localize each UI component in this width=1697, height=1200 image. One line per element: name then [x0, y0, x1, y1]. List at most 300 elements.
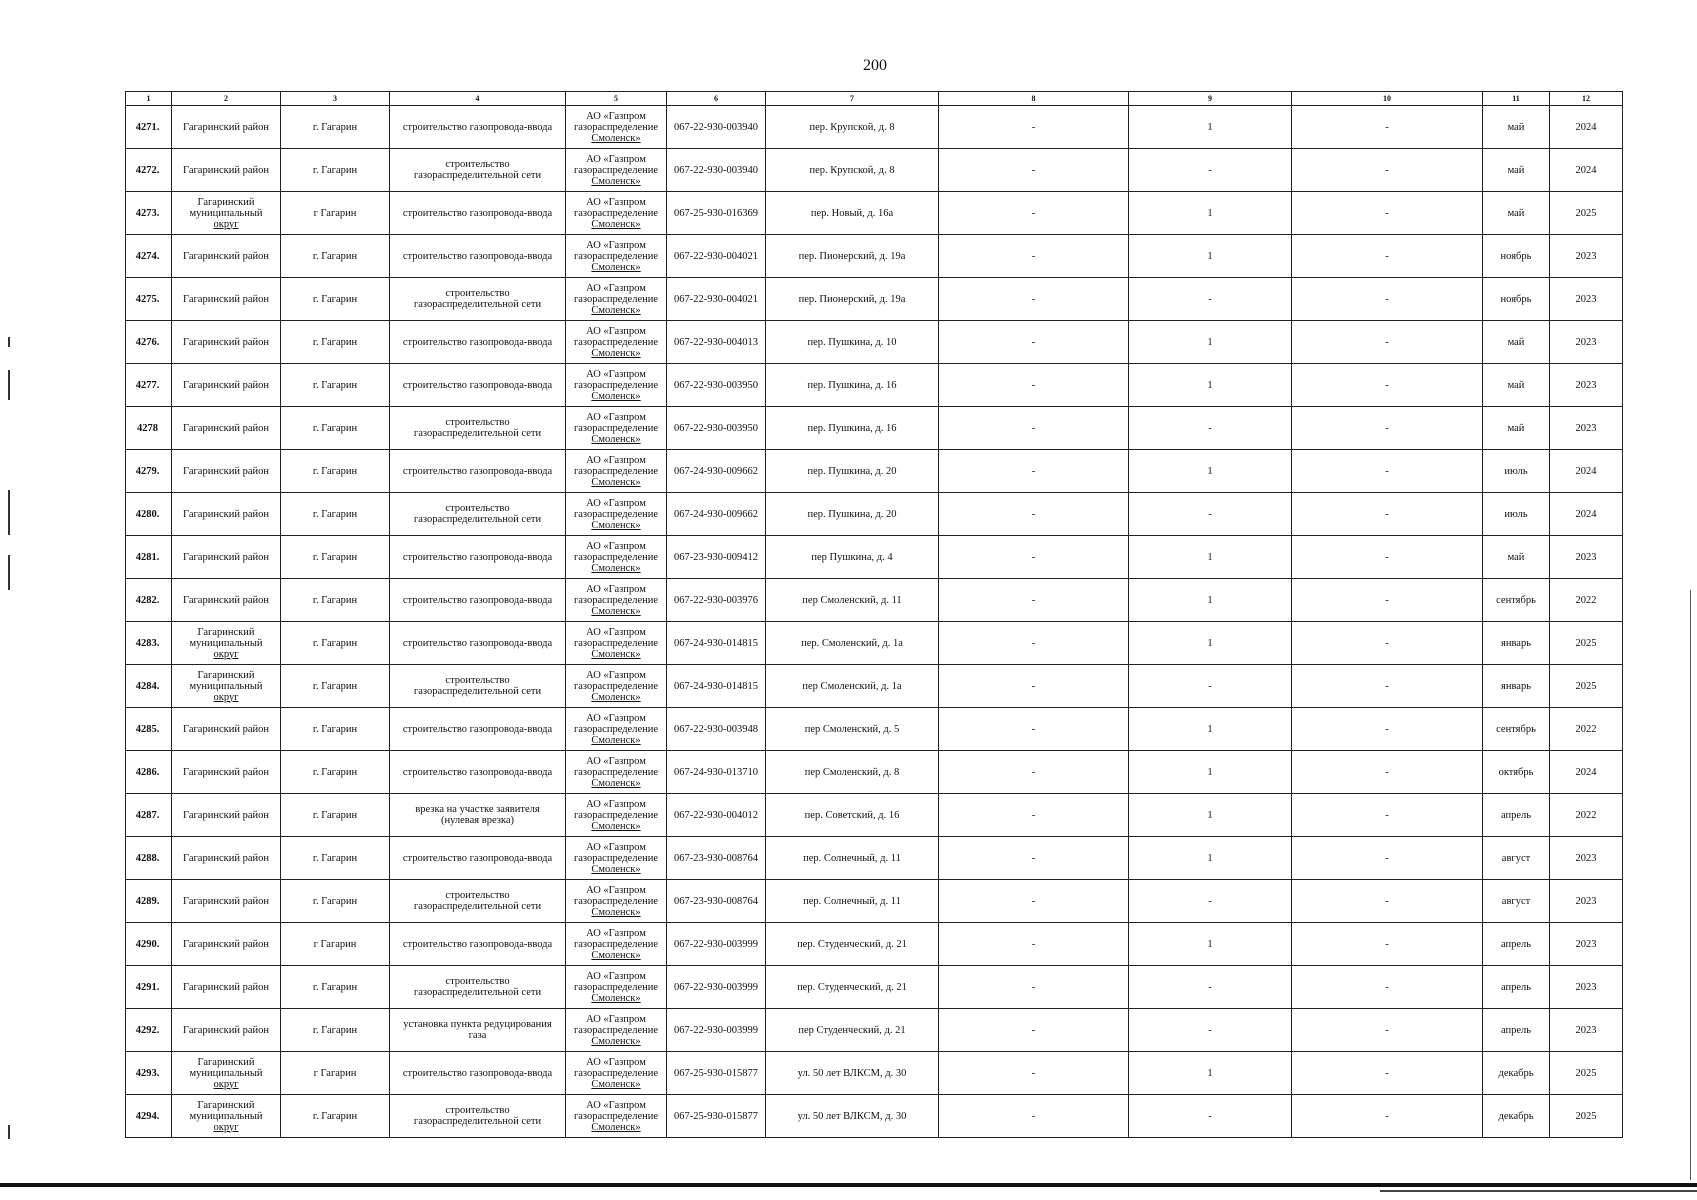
row-number [126, 106, 172, 149]
cell-line: газораспределение [573, 680, 659, 692]
column-9-cell: 1 [1129, 364, 1292, 407]
district-cell [172, 708, 281, 751]
cell-line: Смоленск» [591, 992, 641, 1004]
cell-line: Гагаринский район [183, 465, 269, 477]
column-9-cell: - [1129, 665, 1292, 708]
address-cell: пер. Пионерский, д. 19а [766, 235, 939, 278]
column-10-cell: - [1292, 1052, 1483, 1095]
table-body [126, 106, 1623, 1138]
address-cell: пер. Пионерский, д. 19а [766, 278, 939, 321]
column-8-cell: - [939, 536, 1129, 579]
row-number [126, 1009, 172, 1052]
code-cell: 067-24-930-013710 [667, 751, 766, 794]
month-cell: май [1483, 192, 1550, 235]
cell-line: АО «Газпром [586, 497, 646, 509]
table-row [126, 923, 1623, 966]
column-10-cell: - [1292, 407, 1483, 450]
cell-line: Гагаринский район [183, 336, 269, 348]
cell-line: Гагаринский район [183, 508, 269, 520]
cell-line: АО «Газпром [586, 884, 646, 896]
cell-line: АО «Газпром [586, 368, 646, 380]
column-9-cell: - [1129, 407, 1292, 450]
cell-line: газораспределение [573, 809, 659, 821]
code-cell: 067-22-930-003999 [667, 966, 766, 1009]
year-cell: 2023 [1550, 407, 1623, 450]
cell-line: АО «Газпром [586, 454, 646, 466]
row-number-text: 4289. [135, 895, 160, 907]
city-cell: г. Гагарин [281, 407, 390, 450]
cell-line: АО «Газпром [586, 669, 646, 681]
cell-line: АО «Газпром [586, 970, 646, 982]
address-cell: пер. Новый, д. 16а [766, 192, 939, 235]
column-10-cell: - [1292, 192, 1483, 235]
row-number-text: 4285. [135, 723, 160, 735]
district-cell [172, 923, 281, 966]
cell-line: муниципальный [189, 1110, 263, 1122]
row-number-text: 4287. [135, 809, 160, 821]
month-cell: июль [1483, 493, 1550, 536]
row-number-text: 4282. [135, 594, 160, 606]
month-cell: апрель [1483, 1009, 1550, 1052]
city-cell: г. Гагарин [281, 880, 390, 923]
row-number [126, 493, 172, 536]
row-number-text: 4283. [135, 637, 160, 649]
row-number-text: 4294. [135, 1110, 160, 1122]
organization-cell [566, 1009, 667, 1052]
cell-line: газораспределительной сети [413, 299, 542, 310]
work-type-cell [390, 579, 566, 622]
work-type-cell [390, 235, 566, 278]
column-9-cell: 1 [1129, 837, 1292, 880]
cell-line: врезка на участке заявителя [415, 804, 540, 815]
cell-line: Смоленск» [591, 605, 641, 617]
year-cell: 2023 [1550, 880, 1623, 923]
address-cell: ул. 50 лет ВЛКСМ, д. 30 [766, 1052, 939, 1095]
table-row [126, 1009, 1623, 1052]
code-cell: 067-25-930-016369 [667, 192, 766, 235]
cell-line: газораспределение [573, 852, 659, 864]
cell-line: строительство газопровода-ввода [402, 336, 553, 348]
column-8-cell: - [939, 407, 1129, 450]
cell-line: газораспределение [573, 723, 659, 735]
organization-cell [566, 364, 667, 407]
column-10-cell: - [1292, 1095, 1483, 1138]
cell-line: Смоленск» [591, 433, 641, 445]
city-cell: г Гагарин [281, 923, 390, 966]
cell-line: АО «Газпром [586, 712, 646, 724]
cell-line: Смоленск» [591, 132, 641, 144]
cell-line: АО «Газпром [586, 411, 646, 423]
row-number [126, 1052, 172, 1095]
cell-line: округ [213, 648, 239, 660]
column-10-cell: - [1292, 450, 1483, 493]
scan-mark [8, 337, 10, 347]
row-number-text: 4279. [135, 465, 160, 477]
row-number-text: 4288. [135, 852, 160, 864]
cell-line: Смоленск» [591, 777, 641, 789]
column-10-cell: - [1292, 536, 1483, 579]
address-cell: пер. Пушкина, д. 16 [766, 407, 939, 450]
code-cell: 067-22-930-003940 [667, 149, 766, 192]
district-cell [172, 536, 281, 579]
row-number [126, 450, 172, 493]
row-number [126, 278, 172, 321]
row-number-text: 4272. [135, 164, 160, 176]
cell-line: газораспределение [573, 379, 659, 391]
district-cell [172, 1009, 281, 1052]
cell-line: Смоленск» [591, 1035, 641, 1047]
cell-line: Смоленск» [591, 519, 641, 531]
column-8-cell: - [939, 880, 1129, 923]
cell-line: строительство [445, 675, 510, 686]
code-cell: 067-23-930-009412 [667, 536, 766, 579]
cell-line: газораспределение [573, 121, 659, 133]
month-cell: август [1483, 880, 1550, 923]
table-row [126, 708, 1623, 751]
district-cell [172, 235, 281, 278]
district-cell [172, 622, 281, 665]
row-number-text: 4274. [135, 250, 160, 262]
column-9-cell: 1 [1129, 536, 1292, 579]
cell-line: округ [213, 1078, 239, 1090]
city-cell: г. Гагарин [281, 622, 390, 665]
cell-line: Гагаринский район [183, 121, 269, 133]
district-cell [172, 1052, 281, 1095]
cell-line: Смоленск» [591, 218, 641, 230]
cell-line: Смоленск» [591, 347, 641, 359]
table-row [126, 1052, 1623, 1095]
row-number [126, 708, 172, 751]
cell-line: Гагаринский [197, 196, 255, 208]
cell-line: АО «Газпром [586, 841, 646, 853]
cell-line: газораспределительной сети [413, 987, 542, 998]
cell-line: АО «Газпром [586, 626, 646, 638]
table-row [126, 450, 1623, 493]
column-9-cell: - [1129, 493, 1292, 536]
cell-line: строительство газопровода-ввода [402, 551, 553, 563]
table-row [126, 837, 1623, 880]
row-number [126, 665, 172, 708]
cell-line: газораспределение [573, 938, 659, 950]
cell-line: Смоленск» [591, 820, 641, 832]
work-type-cell [390, 1095, 566, 1138]
cell-line: Гагаринский район [183, 379, 269, 391]
cell-line: АО «Газпром [586, 153, 646, 165]
column-9-cell: 1 [1129, 751, 1292, 794]
district-cell [172, 149, 281, 192]
organization-cell [566, 794, 667, 837]
column-10-cell: - [1292, 321, 1483, 364]
row-number [126, 536, 172, 579]
column-9-cell: 1 [1129, 106, 1292, 149]
month-cell: апрель [1483, 966, 1550, 1009]
column-8-cell: - [939, 149, 1129, 192]
district-cell [172, 751, 281, 794]
city-cell: г. Гагарин [281, 1095, 390, 1138]
column-8-cell: - [939, 665, 1129, 708]
month-cell: декабрь [1483, 1095, 1550, 1138]
organization-cell [566, 837, 667, 880]
row-number [126, 622, 172, 665]
district-cell [172, 837, 281, 880]
cell-line: газораспределение [573, 336, 659, 348]
row-number [126, 923, 172, 966]
city-cell: г. Гагарин [281, 235, 390, 278]
cell-line: строительство газопровода-ввода [402, 594, 553, 606]
district-cell [172, 106, 281, 149]
code-cell: 067-22-930-004013 [667, 321, 766, 364]
cell-line: Смоленск» [591, 562, 641, 574]
row-number [126, 966, 172, 1009]
cell-line: газораспределение [573, 1067, 659, 1079]
city-cell: г Гагарин [281, 1052, 390, 1095]
cell-line: Гагаринский район [183, 422, 269, 434]
column-8-cell: - [939, 708, 1129, 751]
cell-line: АО «Газпром [586, 540, 646, 552]
month-cell: май [1483, 364, 1550, 407]
table-row [126, 794, 1623, 837]
column-8-cell: - [939, 235, 1129, 278]
cell-line: Гагаринский [197, 626, 255, 638]
city-cell: г. Гагарин [281, 536, 390, 579]
work-type-cell [390, 665, 566, 708]
column-10-cell: - [1292, 622, 1483, 665]
column-10-cell: - [1292, 751, 1483, 794]
city-cell: г. Гагарин [281, 364, 390, 407]
organization-cell [566, 1052, 667, 1095]
month-cell: сентябрь [1483, 708, 1550, 751]
work-type-cell [390, 923, 566, 966]
column-9-cell: 1 [1129, 708, 1292, 751]
row-number [126, 837, 172, 880]
row-number [126, 579, 172, 622]
table-row [126, 622, 1623, 665]
cell-line: газораспределительной сети [413, 686, 542, 697]
cell-line: Гагаринский район [183, 250, 269, 262]
district-cell [172, 1095, 281, 1138]
column-9-cell: - [1129, 1009, 1292, 1052]
organization-cell [566, 1095, 667, 1138]
month-cell: октябрь [1483, 751, 1550, 794]
table-row [126, 149, 1623, 192]
scan-mark [8, 1125, 10, 1139]
cell-line: строительство [445, 1105, 510, 1116]
code-cell: 067-22-930-003940 [667, 106, 766, 149]
month-cell: июль [1483, 450, 1550, 493]
work-type-cell [390, 1052, 566, 1095]
column-8-cell: - [939, 923, 1129, 966]
year-cell: 2024 [1550, 751, 1623, 794]
column-8-cell: - [939, 794, 1129, 837]
district-cell [172, 364, 281, 407]
cell-line: АО «Газпром [586, 325, 646, 337]
column-header: 2 [172, 92, 281, 106]
work-type-cell [390, 192, 566, 235]
column-10-cell: - [1292, 665, 1483, 708]
cell-line: Смоленск» [591, 261, 641, 273]
column-8-cell: - [939, 278, 1129, 321]
cell-line: газораспределение [573, 981, 659, 993]
row-number-text: 4292. [135, 1024, 160, 1036]
page-bottom-rule-secondary [1380, 1190, 1697, 1192]
address-cell: пер. Крупской, д. 8 [766, 106, 939, 149]
table-row [126, 751, 1623, 794]
year-cell: 2025 [1550, 622, 1623, 665]
row-number-text: 4284. [135, 680, 160, 692]
cell-line: АО «Газпром [586, 1056, 646, 1068]
column-9-cell: 1 [1129, 923, 1292, 966]
column-10-cell: - [1292, 880, 1483, 923]
year-cell: 2023 [1550, 321, 1623, 364]
cell-line: строительство газопровода-ввода [402, 465, 553, 477]
work-type-cell [390, 493, 566, 536]
table-header [126, 92, 1623, 106]
table-row [126, 407, 1623, 450]
row-number [126, 149, 172, 192]
cell-line: Смоленск» [591, 906, 641, 918]
address-cell: пер Смоленский, д. 1а [766, 665, 939, 708]
cell-line: округ [213, 1121, 239, 1133]
cell-line: газораспределение [573, 422, 659, 434]
row-number-text: 4273. [135, 207, 160, 219]
cell-line: строительство газопровода-ввода [402, 121, 553, 133]
organization-cell [566, 665, 667, 708]
column-9-cell: - [1129, 966, 1292, 1009]
district-cell [172, 579, 281, 622]
cell-line: АО «Газпром [586, 755, 646, 767]
cell-line: Смоленск» [591, 175, 641, 187]
city-cell: г. Гагарин [281, 278, 390, 321]
cell-line: АО «Газпром [586, 1099, 646, 1111]
column-8-cell: - [939, 751, 1129, 794]
code-cell: 067-24-930-014815 [667, 665, 766, 708]
cell-line: округ [213, 218, 239, 230]
cell-line: АО «Газпром [586, 282, 646, 294]
district-cell [172, 321, 281, 364]
month-cell: январь [1483, 665, 1550, 708]
cell-line: строительство [445, 503, 510, 514]
work-type-cell [390, 1009, 566, 1052]
code-cell: 067-24-930-014815 [667, 622, 766, 665]
column-10-cell: - [1292, 1009, 1483, 1052]
cell-line: газораспределение [573, 895, 659, 907]
column-8-cell: - [939, 1052, 1129, 1095]
year-cell: 2022 [1550, 708, 1623, 751]
cell-line: Гагаринский район [183, 293, 269, 305]
row-number-text: 4286. [135, 766, 160, 778]
column-9-cell: 1 [1129, 235, 1292, 278]
organization-cell [566, 149, 667, 192]
table-row [126, 321, 1623, 364]
city-cell: г. Гагарин [281, 794, 390, 837]
month-cell: май [1483, 149, 1550, 192]
code-cell: 067-22-930-003950 [667, 407, 766, 450]
month-cell: ноябрь [1483, 278, 1550, 321]
cell-line: Гагаринский район [183, 551, 269, 563]
code-cell: 067-22-930-004012 [667, 794, 766, 837]
cell-line: АО «Газпром [586, 110, 646, 122]
column-9-cell: 1 [1129, 192, 1292, 235]
cell-line: газораспределительной сети [413, 514, 542, 525]
cell-line: АО «Газпром [586, 927, 646, 939]
cell-line: муниципальный [189, 637, 263, 649]
address-cell: пер Пушкина, д. 4 [766, 536, 939, 579]
cell-line: строительство газопровода-ввода [402, 250, 553, 262]
cell-line: АО «Газпром [586, 1013, 646, 1025]
column-10-cell: - [1292, 794, 1483, 837]
table-row [126, 192, 1623, 235]
organization-cell [566, 450, 667, 493]
column-10-cell: - [1292, 278, 1483, 321]
column-9-cell: - [1129, 278, 1292, 321]
row-number-text: 4290. [135, 938, 160, 950]
column-8-cell: - [939, 579, 1129, 622]
organization-cell [566, 579, 667, 622]
address-cell: пер Смоленский, д. 8 [766, 751, 939, 794]
column-8-cell: - [939, 837, 1129, 880]
city-cell: г Гагарин [281, 192, 390, 235]
column-header: 12 [1550, 92, 1623, 106]
column-8-cell: - [939, 364, 1129, 407]
cell-line: строительство [445, 288, 510, 299]
cell-line: Смоленск» [591, 304, 641, 316]
city-cell: г. Гагарин [281, 321, 390, 364]
city-cell: г. Гагарин [281, 106, 390, 149]
column-8-cell: - [939, 192, 1129, 235]
work-type-cell [390, 536, 566, 579]
column-header: 7 [766, 92, 939, 106]
column-9-cell: 1 [1129, 321, 1292, 364]
column-header: 11 [1483, 92, 1550, 106]
column-header: 1 [126, 92, 172, 106]
column-9-cell: - [1129, 880, 1292, 923]
table-row [126, 364, 1623, 407]
cell-line: Гагаринский район [183, 1024, 269, 1036]
code-cell: 067-25-930-015877 [667, 1095, 766, 1138]
organization-cell [566, 493, 667, 536]
row-number [126, 192, 172, 235]
cell-line: строительство газопровода-ввода [402, 766, 553, 778]
scan-mark [8, 370, 10, 400]
city-cell: г. Гагарин [281, 966, 390, 1009]
cell-line: Смоленск» [591, 734, 641, 746]
row-number [126, 364, 172, 407]
column-10-cell: - [1292, 493, 1483, 536]
cell-line: Смоленск» [591, 1078, 641, 1090]
cell-line: строительство газопровода-ввода [402, 852, 553, 864]
schedule-table [125, 91, 1623, 1138]
year-cell: 2023 [1550, 235, 1623, 278]
table-row [126, 235, 1623, 278]
row-number-text: 4271. [135, 121, 160, 133]
code-cell: 067-22-930-004021 [667, 278, 766, 321]
work-type-cell [390, 278, 566, 321]
cell-line: строительство газопровода-ввода [402, 637, 553, 649]
column-10-cell: - [1292, 579, 1483, 622]
column-10-cell: - [1292, 149, 1483, 192]
cell-line: Смоленск» [591, 863, 641, 875]
work-type-cell [390, 708, 566, 751]
city-cell: г. Гагарин [281, 1009, 390, 1052]
cell-line: Гагаринский [197, 1056, 255, 1068]
year-cell: 2024 [1550, 149, 1623, 192]
cell-line: Гагаринский район [183, 723, 269, 735]
year-cell: 2023 [1550, 364, 1623, 407]
district-cell [172, 192, 281, 235]
district-cell [172, 665, 281, 708]
cell-line: газораспределение [573, 164, 659, 176]
cell-line: строительство [445, 417, 510, 428]
